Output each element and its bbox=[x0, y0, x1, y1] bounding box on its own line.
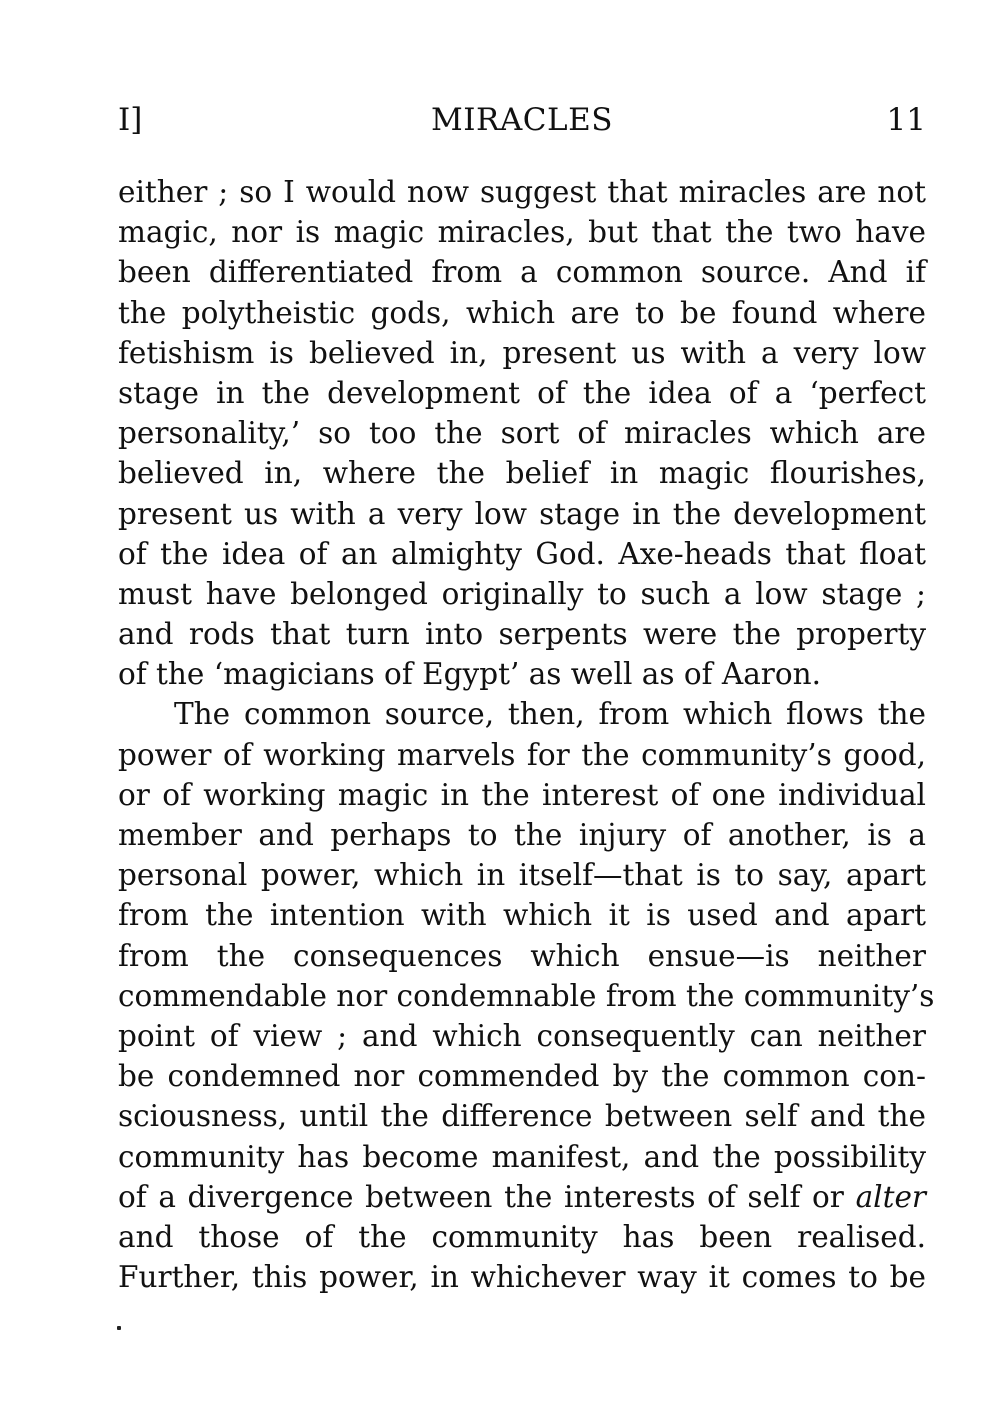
body-text bbox=[118, 172, 935, 1297]
text-line: believed in, where the belief in magic flourishes, bbox=[118, 456, 926, 491]
text-line: of the ‘magicians of Egypt’ as well as of Aaron. bbox=[118, 657, 822, 692]
text-line: community has become manifest, and the possibility bbox=[118, 1139, 926, 1174]
page-number: 11 bbox=[886, 102, 926, 138]
text-line: commendable nor condemnable from the community’s bbox=[118, 978, 935, 1013]
text-line-with-italic bbox=[118, 1177, 926, 1217]
text-line: either ; so I would now suggest that miracles are not bbox=[118, 175, 926, 209]
paragraph-2 bbox=[118, 694, 935, 1297]
text-line: personality,’ so too the sort of miracles which are bbox=[118, 416, 926, 451]
running-head bbox=[118, 100, 926, 140]
text-line: present us with a very low stage in the development bbox=[118, 496, 926, 531]
text-line: the polytheistic gods, which are to be found where bbox=[118, 295, 926, 330]
text-line: member and perhaps to the injury of another, is a bbox=[118, 818, 926, 852]
text-line: must have belonged originally to such a low stage ; bbox=[118, 576, 926, 611]
italic-word: alter bbox=[855, 1179, 926, 1214]
text-line: power of working marvels for the community’s good, bbox=[118, 737, 926, 772]
text-line: or of working magic in the interest of one individual bbox=[118, 777, 926, 812]
text-line: personal power, which in itself—that is to say, apart bbox=[118, 858, 926, 893]
text-line: and those of the community has been realised. bbox=[118, 1219, 926, 1254]
text-line: from the intention with which it is used and apart bbox=[118, 898, 926, 933]
text-line: and rods that turn into serpents were the property bbox=[118, 617, 926, 652]
page-title: MIRACLES bbox=[431, 102, 613, 138]
text-line: point of view ; and which consequently can neither bbox=[118, 1018, 926, 1053]
stray-ink-mark bbox=[117, 1326, 121, 1330]
chapter-marker: I] bbox=[118, 102, 143, 138]
text-line: stage in the development of the idea of a ‘perfect bbox=[118, 375, 926, 410]
text-line: sciousness, until the difference between self and the bbox=[118, 1099, 926, 1134]
text-segment: of a divergence between the interests of self or bbox=[118, 1179, 844, 1214]
paragraph-1 bbox=[118, 172, 926, 694]
text-line: Further, this power, in whichever way it comes to be bbox=[118, 1260, 926, 1295]
text-line: The common source, then, from which flows the bbox=[174, 697, 926, 732]
text-line: of the idea of an almighty God. Axe-heads that float bbox=[118, 536, 926, 571]
text-line: been differentiated from a common source. And if bbox=[118, 255, 926, 290]
text-line: be condemned nor commended by the common con- bbox=[118, 1059, 926, 1094]
text-line: from the consequences which ensue—is neither bbox=[118, 938, 926, 973]
text-line: magic, nor is magic miracles, but that the two have bbox=[118, 215, 926, 250]
text-line: fetishism is believed in, present us with a very low bbox=[118, 335, 926, 370]
